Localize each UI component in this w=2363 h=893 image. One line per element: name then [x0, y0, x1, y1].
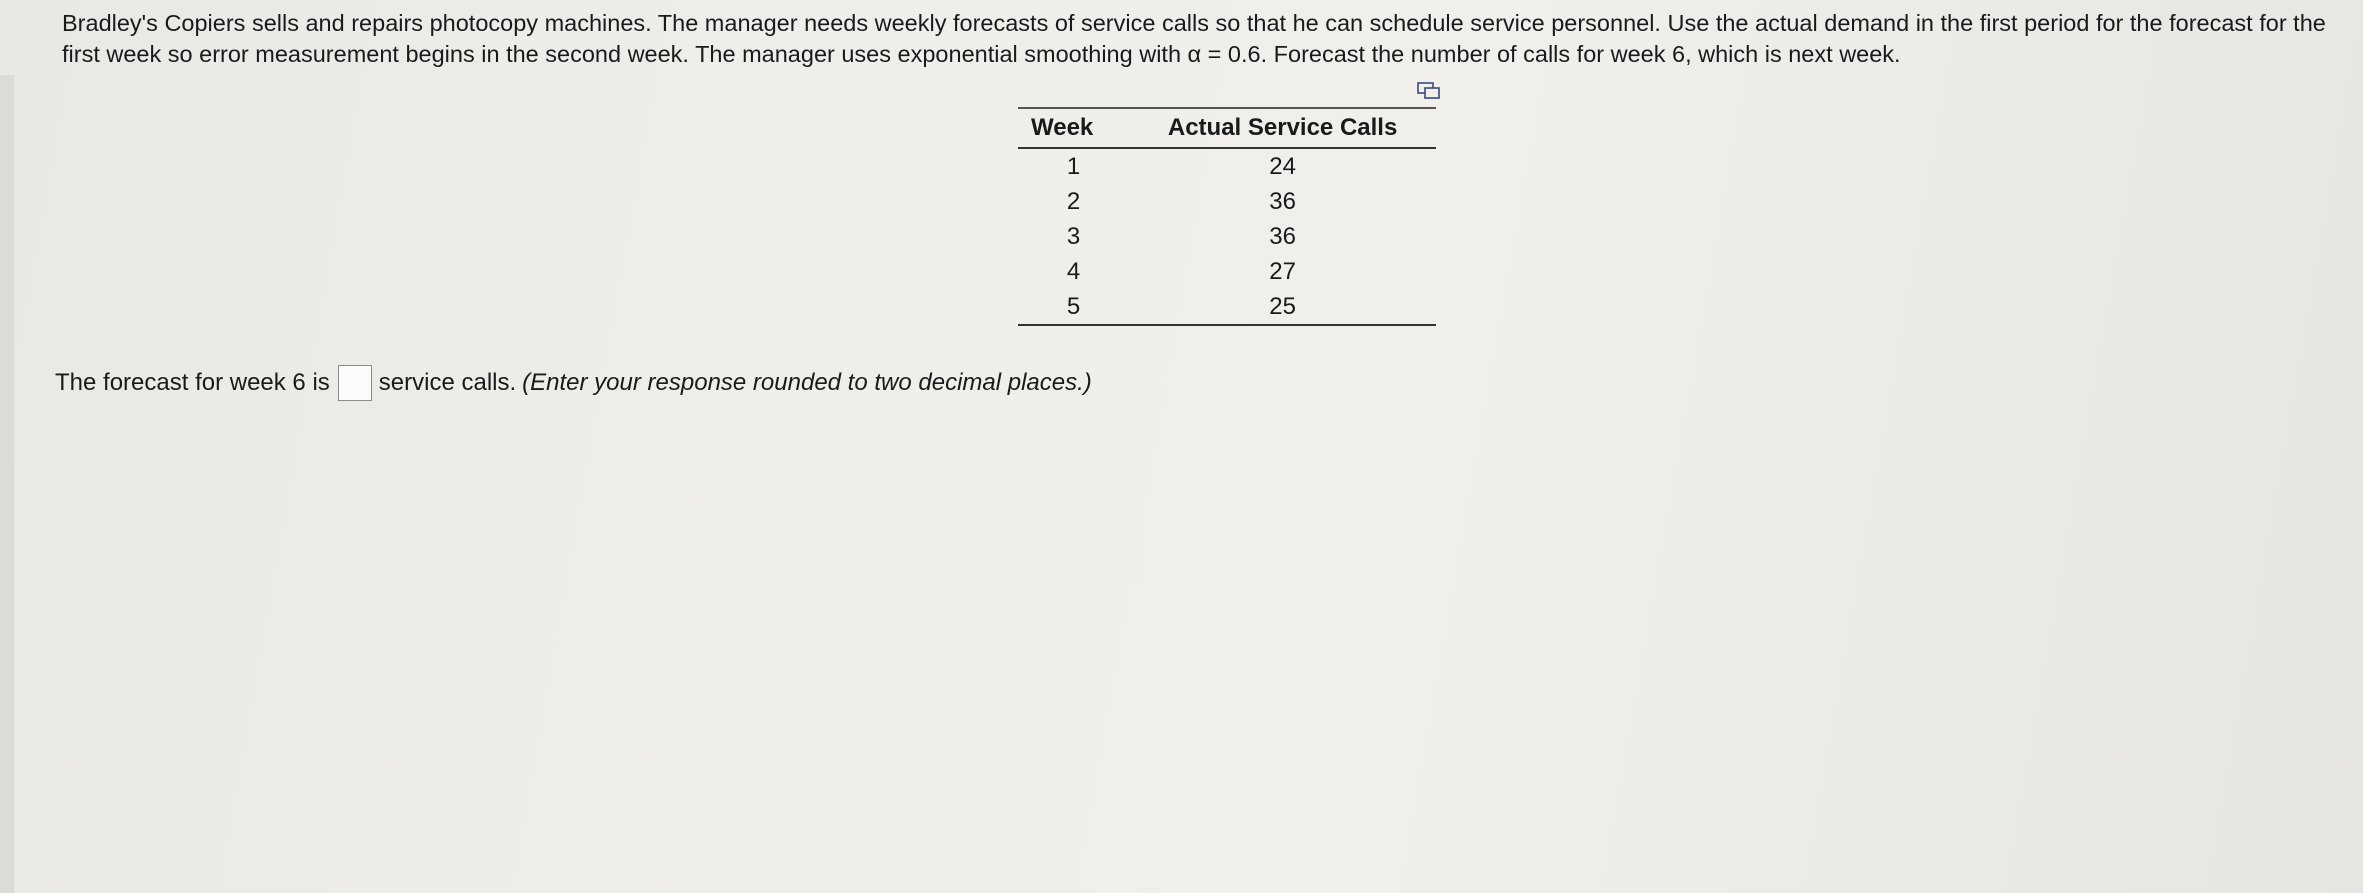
table-row: [1018, 219, 1436, 254]
service-calls-table: [1018, 107, 1436, 326]
table-row: [1018, 148, 1436, 184]
answer-instruction: (Enter your response rounded to two decimal places.): [522, 369, 1092, 396]
answer-input-box[interactable]: [338, 365, 372, 401]
cell-calls: 25: [1129, 289, 1436, 325]
table-row: [1018, 184, 1436, 219]
header-actual-service-calls: Actual Service Calls: [1129, 108, 1436, 148]
answer-prefix: The forecast for week 6 is: [55, 369, 330, 396]
answer-suffix: service calls.: [378, 369, 517, 396]
left-panel-edge: [0, 75, 14, 893]
answer-line: [55, 363, 1092, 403]
question-text: Bradley's Copiers sells and repairs photocopy machines. The manager needs weekly forecasts of service calls so that he can schedule service personnel. Use the actual demand in the first period for the forecast for the first week so error measurement begins in the second week. The manager uses exponential smoothing with α = 0.6. Forecast the number of calls for week 6, which is next week.: [62, 10, 2326, 67]
header-week: Week: [1018, 108, 1129, 148]
cell-calls: 27: [1269, 257, 1296, 285]
cell-week: 3: [1066, 222, 1081, 250]
cell-calls: 36: [1269, 187, 1296, 215]
cell-week: 5: [1018, 289, 1129, 325]
cell-week: 4: [1066, 257, 1081, 285]
table-row: [1018, 254, 1436, 289]
cell-calls: 36: [1269, 222, 1296, 250]
cell-calls: 24: [1269, 152, 1296, 180]
table-row: [1018, 289, 1436, 325]
table-header-row: [1018, 108, 1436, 148]
cell-week: 1: [1066, 152, 1081, 180]
popout-icon[interactable]: [1417, 82, 1441, 100]
cell-week: 2: [1066, 187, 1081, 215]
